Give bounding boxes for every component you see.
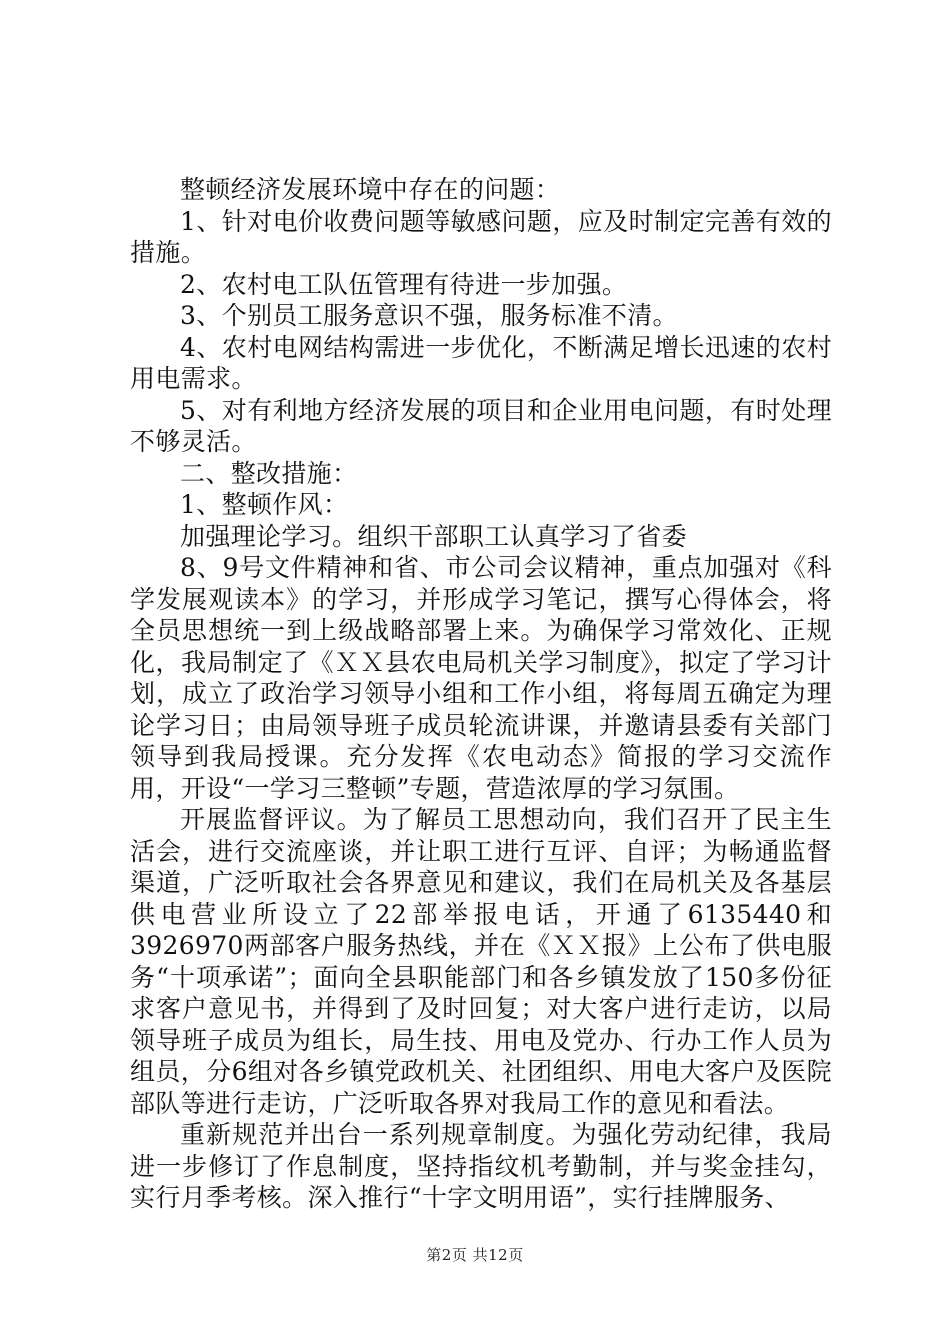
document-body [130,174,832,1214]
paragraph-problem-1: 1、针对电价收费问题等敏感问题，应及时制定完善有效的措施。 [130,206,832,267]
paragraph-problem-5: 5、对有利地方经济发展的项目和企业用电问题，有时处理不够灵活。 [130,395,832,456]
paragraph-problem-2: 2、农村电工队伍管理有待进一步加强。 [180,269,628,299]
paragraph-problem-3: 3、个别员工服务意识不强，服务标准不清。 [180,301,678,330]
paragraph-problem-4: 4、农村电网结构需进一步优化，不断满足增长迅速的农村用电需求。 [130,332,832,393]
section-heading-measures: 二、整改措施： [180,458,358,488]
paragraph-problems-heading: 整顿经济发展环境中存在的问题： [180,175,561,204]
paragraph-study-details: 8、9号文件精神和省、市公司会议精神，重点加强对《科学发展观读本》的学习，并形成学习笔记，撰写心得体会，将全员思想统一到上级战略部署上来。为确保学习常效化、正规化，我局制定了《ＸＸ县农电局机关学习制度》，拟定了学习计划，成立了政治学习领导小组和工作小组，将每周五确定为理论学习日；由局领导班子成员轮流讲课，并邀请县委有关部门领导到我局授课。充分发挥《农电动态》简报的学习交流作用，开设“一学习三整顿”专题，营造浓厚的学习氛围。 [130,553,832,803]
page-number-footer: 第2页 共12页 [426,1246,524,1264]
paragraph-theory-study: 加强理论学习。组织干部职工认真学习了省委 [180,521,688,551]
paragraph-supervision: 开展监督评议。为了解员工思想动向，我们召开了民主生活会，进行交流座谈，并让职工进行互评、自评；为畅通监督渠道，广泛听取社会各界意见和建议，我们在局机关及各基层供电营业所设立了22部举报电话，开通了6135440和3926970两部客户服务热线，并在《ＸＸ报》上公布了供电服务“十项承诺”；面向全县职能部门和各乡镇发放了150多份征求客户意见书，并得到了及时回复；对大客户进行走访，以局领导班子成员为组长，局生技、用电及党办、行办工作人员为组员，分6组对各乡镇党政机关、社团组织、用电大客户及医院部队等进行走访，广泛听取各界对我局工作的意见和看法。 [130,805,832,1118]
paragraph-regulations: 重新规范并出台一系列规章制度。为强化劳动纪律，我局进一步修订了作息制度，坚持指纹机考勤制，并与奖金挂勾，实行月季考核。深入推行“十字文明用语”，实行挂牌服务、 [130,1120,832,1212]
subheading-rectify-style: 1、整顿作风： [180,490,349,519]
